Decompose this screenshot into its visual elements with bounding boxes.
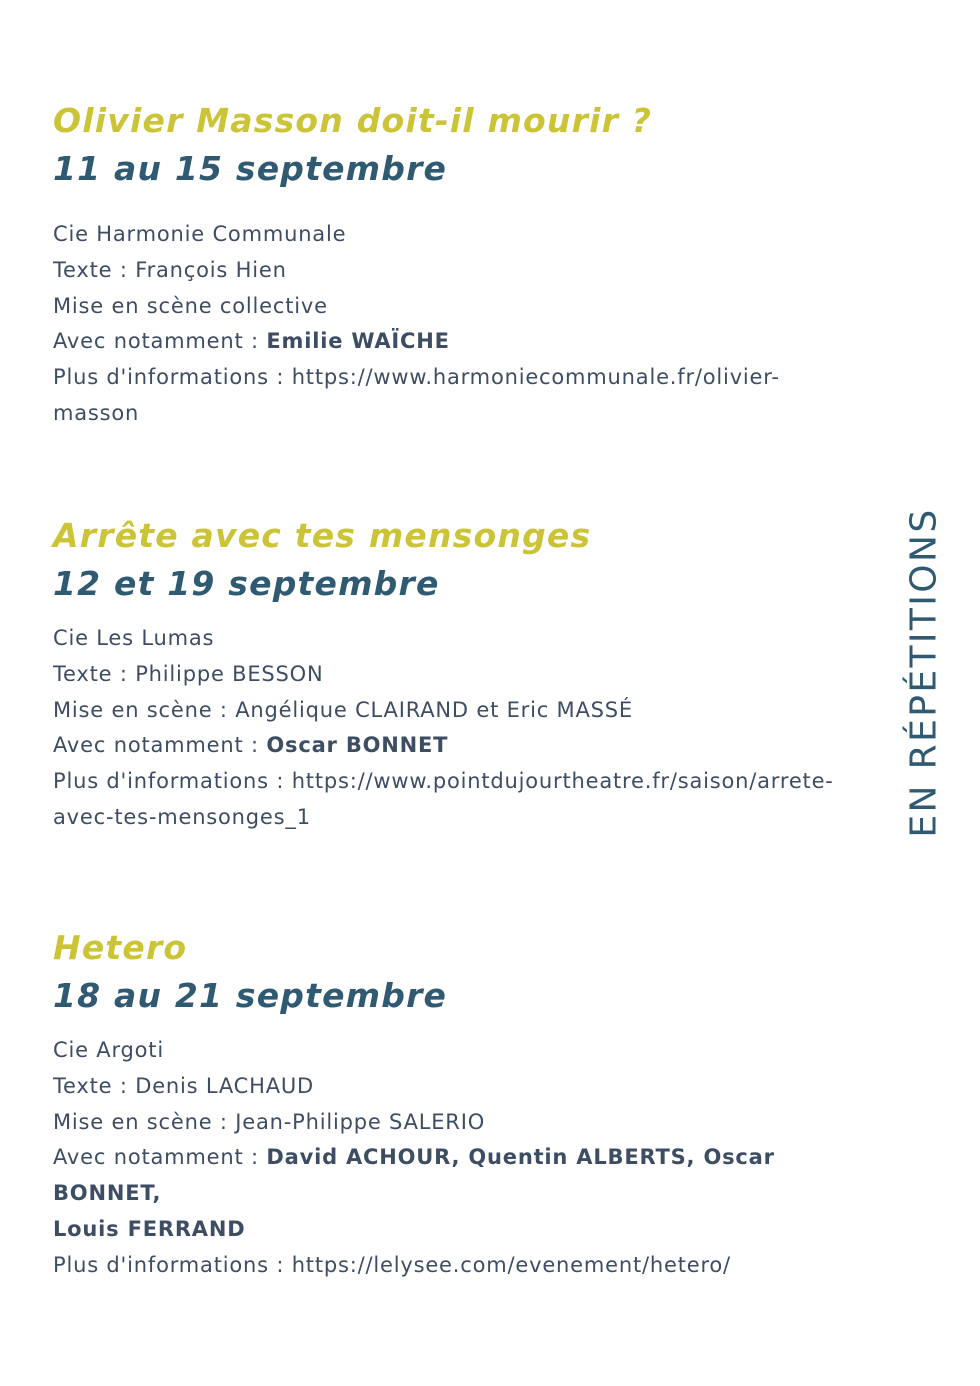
- staging: Mise en scène collective: [53, 293, 328, 318]
- more-info-link-continued[interactable]: avec-tes-mensonges_1: [53, 804, 311, 829]
- staging: Mise en scène : Angélique CLAIRAND et Eric MASSÉ: [53, 697, 633, 722]
- cast-line: [53, 1140, 883, 1212]
- company: Cie Argoti: [53, 1038, 164, 1062]
- cast-line: [53, 324, 883, 360]
- staging: Mise en scène : Jean-Philippe SALERIO: [53, 1109, 486, 1134]
- show-olivier-masson: [53, 97, 883, 432]
- show-info: [53, 1033, 883, 1284]
- cast-line: [53, 728, 883, 764]
- show-info: [53, 217, 883, 432]
- cast-prefix: Avec notamment :: [53, 329, 267, 354]
- side-label: [902, 484, 946, 860]
- cast-names: David ACHOUR, Quentin ALBERTS, Oscar BONNET,: [53, 1145, 775, 1206]
- show-title: Arrête avec tes mensonges: [53, 516, 592, 555]
- show-dates: 18 au 21 septembre: [53, 976, 448, 1015]
- show-dates: 11 au 15 septembre: [53, 149, 448, 188]
- cast-names: Emilie WAÏCHE: [266, 329, 450, 354]
- show-info: [53, 621, 883, 836]
- cast-names-continued: Louis FERRAND: [53, 1216, 246, 1241]
- show-title: Olivier Masson doit-il mourir ?: [53, 101, 653, 140]
- more-info-link[interactable]: Plus d'informations : https://www.pointdujourtheatre.fr/saison/arrete-: [53, 769, 834, 794]
- cast-prefix: Avec notamment :: [53, 1145, 267, 1170]
- more-info-link[interactable]: Plus d'informations : https://lelysee.com/evenement/hetero/: [53, 1252, 731, 1277]
- show-hetero: [53, 924, 883, 1284]
- more-info-link[interactable]: Plus d'informations : https://www.harmoniecommunale.fr/olivier-: [53, 365, 780, 390]
- company: Cie Harmonie Communale: [53, 222, 347, 246]
- text-author: Texte : Philippe BESSON: [53, 661, 324, 686]
- side-label-text: EN RÉPÉTITIONS: [903, 506, 945, 838]
- show-arrete-avec-tes-mensonges: [53, 512, 883, 836]
- cast-names: Oscar BONNET: [266, 733, 449, 758]
- show-dates: 12 et 19 septembre: [53, 564, 440, 603]
- cast-prefix: Avec notamment :: [53, 733, 267, 758]
- text-author: Texte : François Hien: [53, 257, 287, 282]
- show-title: Hetero: [53, 928, 188, 967]
- text-author: Texte : Denis LACHAUD: [53, 1073, 315, 1098]
- company: Cie Les Lumas: [53, 626, 215, 650]
- more-info-link-continued[interactable]: masson: [53, 400, 140, 425]
